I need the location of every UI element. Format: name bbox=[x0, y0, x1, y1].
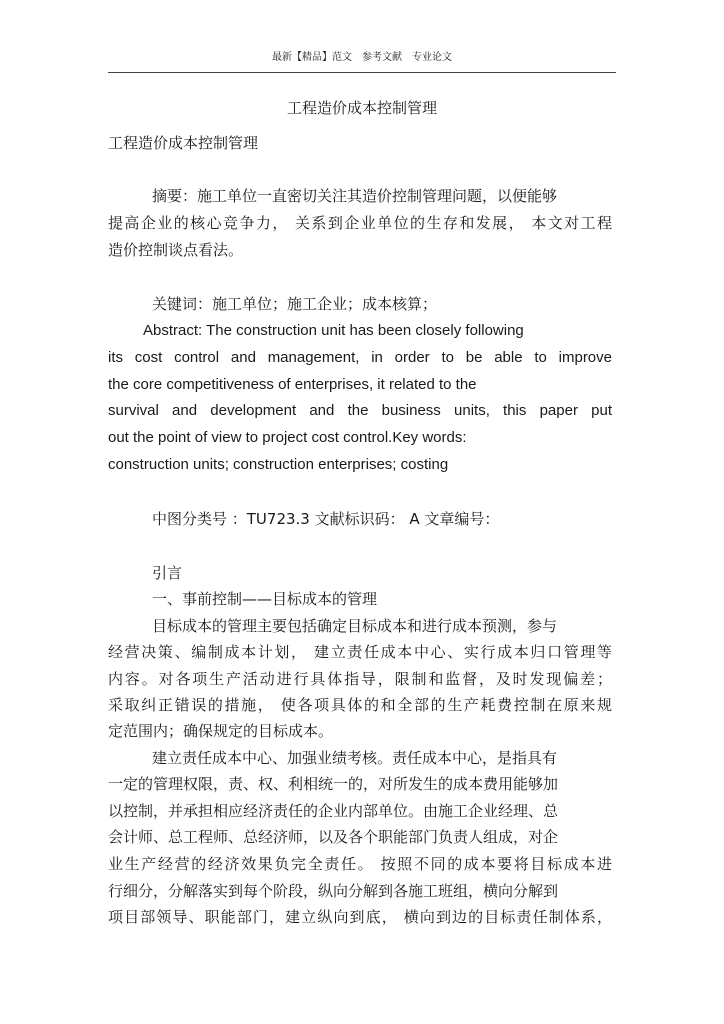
abstract-en-line-5: out the point of view to project cost control.Key words: bbox=[108, 429, 467, 446]
para-1-line-5: 定范围内；确保规定的目标成本。 bbox=[108, 722, 334, 740]
para-2-line-3: 以控制，并承担相应经济责任的企业内部单位。由施工企业经理、总 bbox=[108, 802, 559, 820]
abstract-cn-line-2: 提高企业的核心竞争力， 关系到企业单位的生存和发展， 本文对工程 bbox=[108, 214, 612, 232]
para-2-line-7: 项目部领导、职能部门，建立纵向到底， 横向到边的目标责任制体系， bbox=[108, 908, 612, 926]
para-2-line-4: 会计师、总工程师、总经济师，以及各个职能部门负责人组成，对企 bbox=[108, 828, 559, 846]
para-2-line-1: 建立责任成本中心、加强业绩考核。责任成本中心，是指具有 bbox=[152, 749, 558, 767]
page-header bbox=[108, 50, 616, 73]
para-1-line-2: 经营决策、编制成本计划， 建立责任成本中心、实行成本归口管理等 bbox=[108, 643, 612, 661]
header-text: 最新【精品】范文 参考文献 专业论文 bbox=[272, 52, 452, 63]
document-title: 工程造价成本控制管理 bbox=[286, 99, 437, 117]
abstract-en-line-2: its cost control and management, in order to be able to improve bbox=[108, 349, 612, 366]
abstract-en-line-6: construction units; construction enterprises; costing bbox=[108, 456, 449, 473]
abstract-en-line-4: survival and development and the business units, this paper put bbox=[108, 402, 612, 419]
abstract-cn-line-3: 造价控制谈点看法。 bbox=[108, 241, 244, 259]
section-1-heading: 一、事前控制——目标成本的管理 bbox=[152, 590, 378, 608]
classification-line: 中图分类号 ：TU723.3 文献标识码： A 文章编号： bbox=[152, 510, 500, 528]
abstract-cn-line-1: 摘要：施工单位一直密切关注其造价控制管理问题，以便能够 bbox=[152, 187, 558, 205]
abstract-en-line-1: Abstract: The construction unit has been closely following bbox=[143, 322, 524, 339]
para-2-line-6: 行细分，分解落实到每个阶段，纵向分解到各施工班组，横向分解到 bbox=[108, 882, 559, 900]
para-1-line-3: 内容。对各项生产活动进行具体指导，限制和监督，及时发现偏差； bbox=[108, 670, 612, 688]
para-1-line-1: 目标成本的管理主要包括确定目标成本和进行成本预测，参与 bbox=[152, 617, 558, 635]
keywords-cn: 关键词：施工单位；施工企业；成本核算； bbox=[152, 295, 438, 313]
intro-heading: 引言 bbox=[152, 564, 183, 582]
para-2-line-5: 业生产经营的经济效果负完全责任。 按照不同的成本要将目标成本进 bbox=[108, 855, 612, 873]
abstract-en-line-3: the core competitiveness of enterprises, it related to the bbox=[108, 376, 477, 393]
subtitle: 工程造价成本控制管理 bbox=[108, 134, 259, 152]
para-2-line-2: 一定的管理权限，责、权、利相统一的，对所发生的成本费用能够加 bbox=[108, 775, 559, 793]
para-1-line-4: 采取纠正错误的措施， 使各项具体的和全部的生产耗费控制在原来规 bbox=[108, 696, 612, 714]
